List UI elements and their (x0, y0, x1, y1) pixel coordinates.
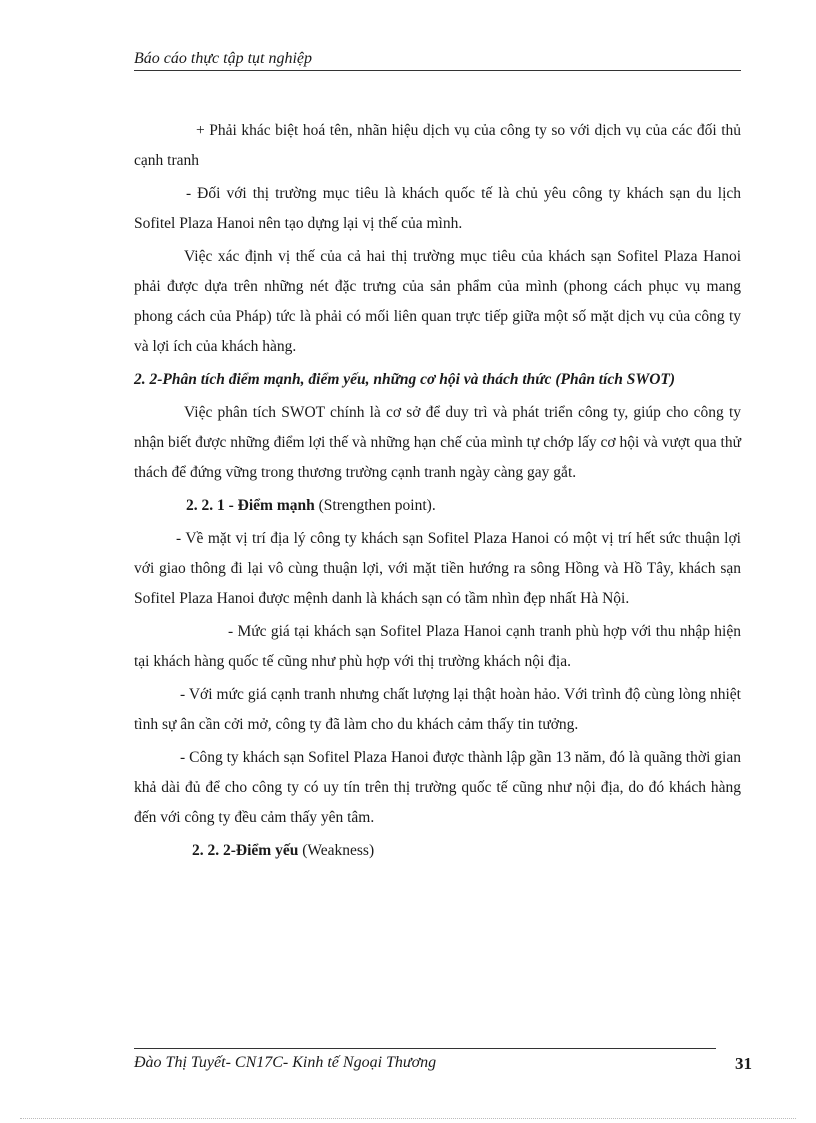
page-header: Báo cáo thực tập tụt nghiệp (134, 50, 741, 71)
paragraph-location: - Về mặt vị trí địa lý công ty khách sạn Sofitel Plaza Hanoi có một vị trí hết sức thuận lợi với giao thông đi lại vô cùng thuận lợi, với mặt tiền hướng ra sông Hồng và Hồ Tây, khách sạn Sofitel Plaza Hanoi được mệnh danh là khách sạn có tầm nhìn đẹp nhất Hà Nội. (134, 530, 741, 607)
paragraph-international-market: - Đối với thị trường mục tiêu là khách quốc tế là chủ yêu công ty khách sạn du lịch Sofitel Plaza Hanoi nên tạo dựng lại vị thế của mình. (134, 185, 741, 232)
paragraph-pricing: - Mức giá tại khách sạn Sofitel Plaza Hanoi cạnh tranh phù hợp với thu nhập hiện tại khách hàng quốc tế cũng như phù hợp với thị trường khách nội địa. (134, 623, 741, 670)
paragraph-reputation: - Công ty khách sạn Sofitel Plaza Hanoi được thành lập gần 13 năm, đó là quãng thời gian khả dài đủ để cho công ty có uy tín trên thị trường quốc tế cũng như nội địa, do đó khách hàng đến với công ty đều cảm thấy yên tâm. (134, 749, 741, 826)
paragraph-differentiation: + Phải khác biệt hoá tên, nhãn hiệu dịch vụ của công ty so với dịch vụ của các đối thủ cạnh tranh (134, 122, 741, 169)
subheading-weaknesses-rest: (Weakness) (298, 842, 375, 859)
subheading-strengths-rest: (Strengthen point). (314, 497, 436, 514)
page-bottom-dotted-rule (20, 1118, 796, 1119)
section-heading-swot: 2. 2-Phân tích điểm mạnh, điểm yếu, những cơ hội và thách thức (Phân tích SWOT) (134, 371, 676, 388)
subheading-strengths (134, 491, 741, 521)
footer-divider (134, 1048, 716, 1049)
page-body (134, 116, 741, 869)
paragraph-positioning: Việc xác định vị thế của cả hai thị trường mục tiêu của khách sạn Sofitel Plaza Hanoi phải được dựa trên những nét đặc trưng của sản phẩm của mình (phong cách phục vụ mang phong cách của Pháp) tức là phải có mối liên quan trực tiếp giữa một số mặt dịch vụ của công ty và lợi ích của khách hàng. (134, 248, 741, 355)
footer-author: Đào Thị Tuyết- CN17C- Kinh tế Ngoại Thương (134, 1054, 437, 1071)
paragraph-quality: - Với mức giá cạnh tranh nhưng chất lượng lại thật hoàn hảo. Với trình độ cùng lòng nhiệt tình sự ân cần cởi mở, công ty đã làm cho du khách cảm thấy tin tưởng. (134, 686, 741, 733)
subheading-weaknesses (134, 836, 741, 866)
subheading-weaknesses-label: 2. 2. 2-Điểm yếu (192, 842, 299, 859)
page-number: 31 (735, 1054, 752, 1073)
paragraph-swot-intro: Việc phân tích SWOT chính là cơ sở để duy trì và phát triển công ty, giúp cho công ty nhận biết được những điểm lợi thế và những hạn chế của mình tự chớp lấy cơ hội và vượt qua thử thách để đứng vững trong thương trường cạnh tranh ngày càng gay gắt. (134, 404, 741, 481)
subheading-strengths-label: 2. 2. 1 - Điểm mạnh (186, 497, 315, 514)
